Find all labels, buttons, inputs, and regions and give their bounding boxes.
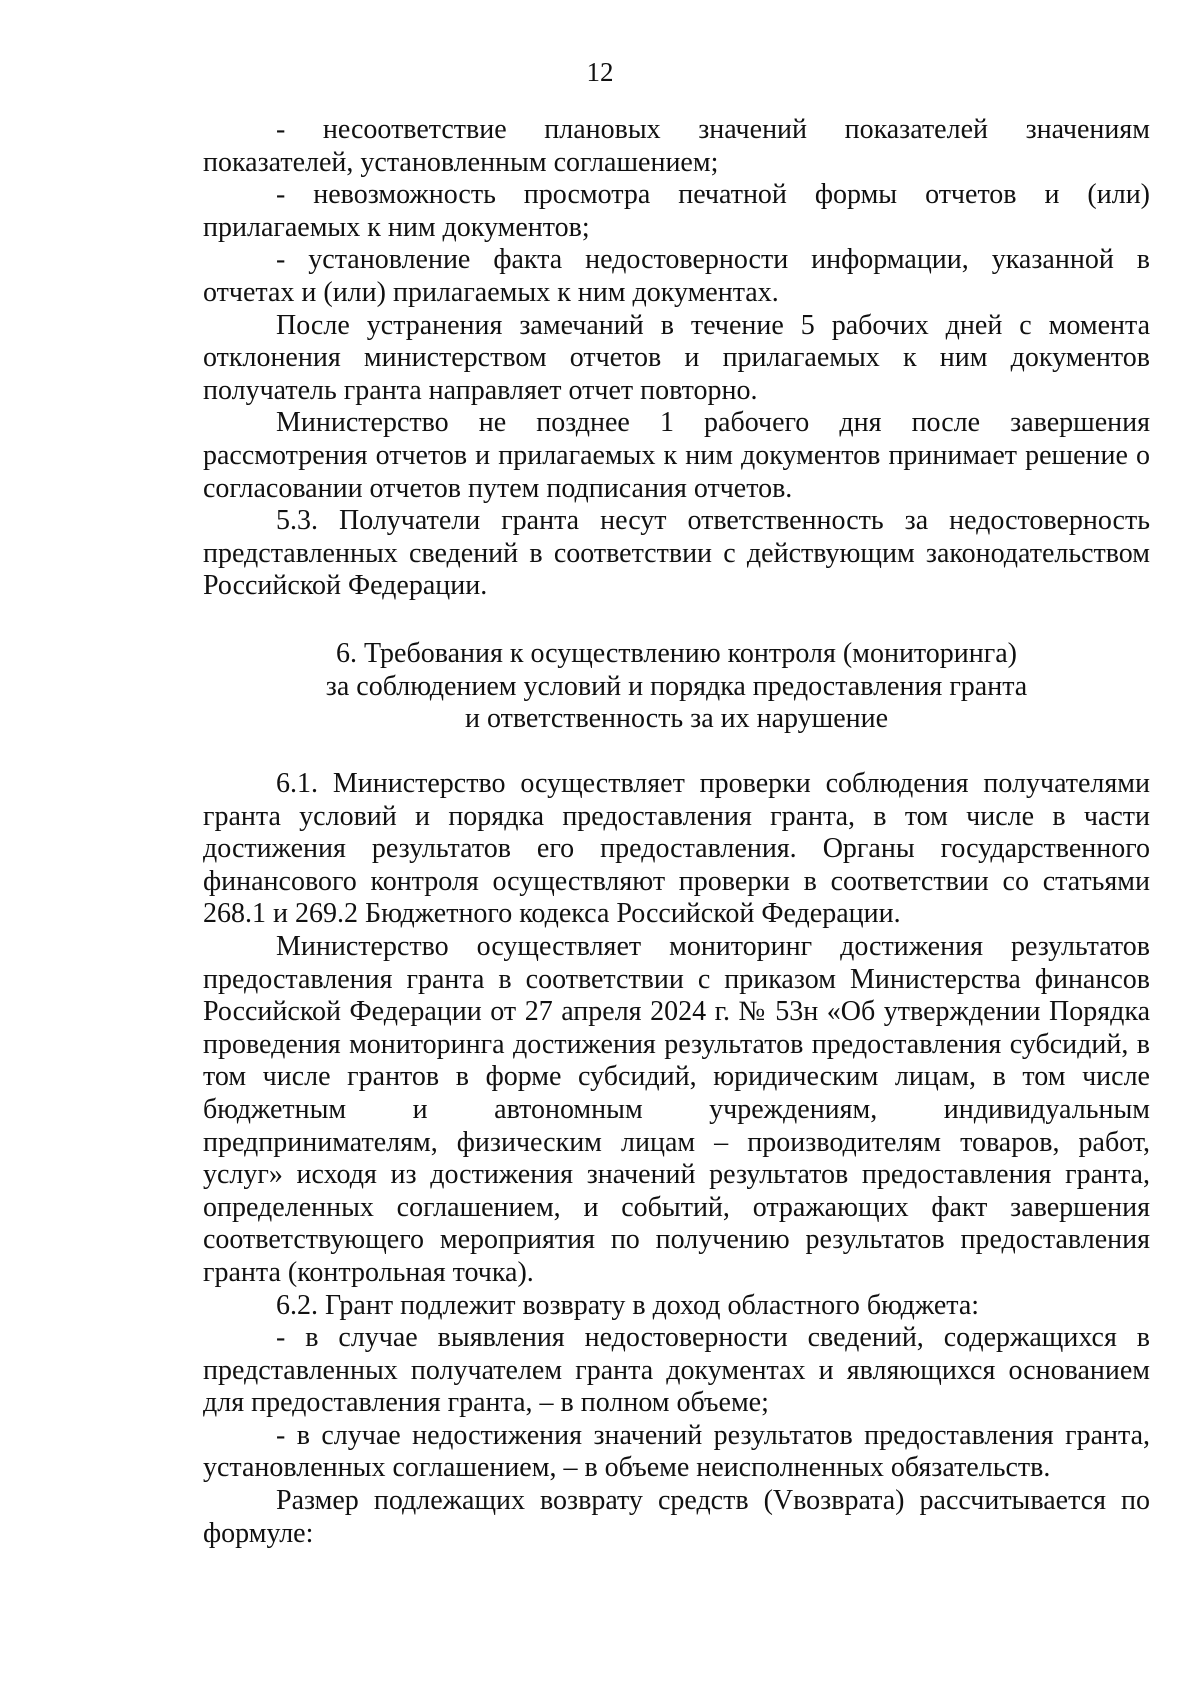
paragraph-print-form-unavailable: - невозможность просмотра печатной формы отчетов и (или) прилагаемых к ним документов; xyxy=(203,179,1150,243)
paragraph-approval-decision: Министерство не позднее 1 рабочего дня после завершения рассмотрения отчетов и прилагаемых к ним документов принимает решение о согласовании отчетов путем подписания отчетов. xyxy=(203,407,1150,504)
paragraph-5-3-responsibility: 5.3. Получатели гранта несут ответственность за недостоверность представленных сведений в соответствии с действующим законодательством Российской Федерации. xyxy=(203,505,1150,602)
paragraph-6-1-inspections: 6.1. Министерство осуществляет проверки соблюдения получателями гранта условий и порядка предоставления гранта, в том числе в части достижения результатов его предоставления. Органы государственного финансового контроля осуществляют проверки в соответствии со статьями 268.1 и 269.2 Бюджетного кодекса Российской Федерации. xyxy=(203,768,1150,930)
section-heading-line-2: за соблюдением условий и порядка предоставления гранта xyxy=(325,670,1028,702)
paragraph-monitoring: Министерство осуществляет мониторинг достижения результатов предоставления гранта в соответствии с приказом Министерства финансов Российской Федерации от 27 апреля 2024 г. № 53н «Об утверждении Порядка проведения мониторинга достижения результатов предоставления субсидий, в том числе грантов в форме субсидий, юридическим лицам, в том числе бюджетным и автономным учреждениям, индивидуальным предпринимателям, физическим лицам – производителям товаров, работ, услуг» исходя из достижения значений результатов предоставления гранта, определенных соглашением, и событий, отражающих факт завершения соответствующего мероприятия по получению результатов предоставления гранта (контрольная точка). xyxy=(203,930,1150,1288)
body-text-top xyxy=(203,114,1150,603)
paragraph-refund-underperformance: - в случае недостижения значений результатов предоставления гранта, установленных соглашением, – в объеме неисполненных обязательств. xyxy=(203,1419,1150,1484)
paragraph-refund-formula: Размер подлежащих возврату средств (Vвозврата) рассчитывается по формуле: xyxy=(203,1485,1150,1549)
section-heading-line-1: 6. Требования к осуществлению контроля (мониторинга) xyxy=(336,638,1017,669)
paragraph-mismatch-indicators: - несоответствие плановых значений показателей значениям показателей, установленным соглашением; xyxy=(203,114,1150,178)
page-number: 12 xyxy=(586,57,614,87)
paragraph-false-information: - установление факта недостоверности информации, указанной в отчетах и (или) прилагаемых к ним документах. xyxy=(203,244,1150,308)
section-6-heading xyxy=(203,638,1150,736)
paragraph-refund-false-info: - в случае выявления недостоверности сведений, содержащихся в представленных получателем гранта документах и являющихся основанием для предоставления гранта, – в полном объеме; xyxy=(203,1322,1150,1419)
body-text-bottom xyxy=(203,768,1150,1550)
paragraph-resubmission: После устранения замечаний в течение 5 рабочих дней с момента отклонения министерством отчетов и прилагаемых к ним документов получатель гранта направляет отчет повторно. xyxy=(203,309,1150,406)
section-heading-line-3: и ответственность за их нарушение xyxy=(464,703,889,735)
paragraph-6-2-refund: 6.2. Грант подлежит возврату в доход областного бюджета: xyxy=(276,1289,980,1321)
